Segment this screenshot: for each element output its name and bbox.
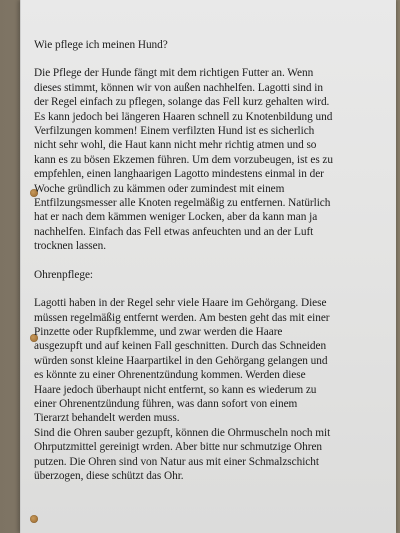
spacer bbox=[34, 282, 362, 296]
document-body bbox=[34, 38, 362, 483]
document-title: Wie pflege ich meinen Hund? bbox=[34, 39, 168, 51]
care-paragraph: Die Pflege der Hunde fängt mit dem richtigen Futter an. Wenn dieses stimmt, können wir von außen nachhelfen. Lagotti sind in der Regel einfach zu pflegen, solange das Fell kurz gehalten wird. Es kann jedoch bei längeren Haaren schnell zu Knotenbildung und Verfilzungen kommen! Einem verfilzten Hund ist es sicherlich nicht sehr wohl, die Haut kann nicht mehr richtig atmen und so kann es zu bösen Ekzemen führen. Um dem vorzubeugen, ist es zu empfehlen, einen langhaarigen Lagotto mindestens einmal in der Woche gründlich zu kämmen oder zumindest mit einem Entfilzungsmesser alle Knoten regelmäßig zu entfernen. Natürlich hat er nach dem kämmen weniger Locken, aber da kann man ja nachhelfen. Einfach das Fell etwas anfeuchten und an der Luft trocknen lassen. bbox=[34, 67, 333, 253]
section-heading: Ohrenpflege: bbox=[34, 268, 93, 281]
ear-care-paragraph: Lagotti haben in der Regel sehr viele Haare im Gehörgang. Diese müssen regelmäßig entfernt werden. Am besten geht das mit einer Pinzette oder Rupfklemme, und zwar werden die Haare ausgezupft und auf keinen Fall geschnitten. Durch das Schneiden würden sonst kleine Haarpartikel in den Gehörgang gelangen und es könnte zu einer Ohrenentzündung kommen. Werden diese Haare jedoch überhaupt nicht entfernt, so kann es wiederum zu einer Ohrenentzündung führen, was dann sofort von einem Tierarzt behandelt werden muss. Sind die Ohren sauber gezupft, können die Ohrmuscheln noch mit Ohrputzmittel gereinigt wrden. Aber bitte nur schmutzige Ohren putzen. Die Ohren sind von Natur aus mit einer Schmalzschicht überzogen, diese schützt das Ohr. bbox=[34, 297, 331, 482]
spacer bbox=[34, 254, 362, 268]
punch-hole bbox=[30, 515, 38, 523]
spacer bbox=[34, 52, 362, 66]
